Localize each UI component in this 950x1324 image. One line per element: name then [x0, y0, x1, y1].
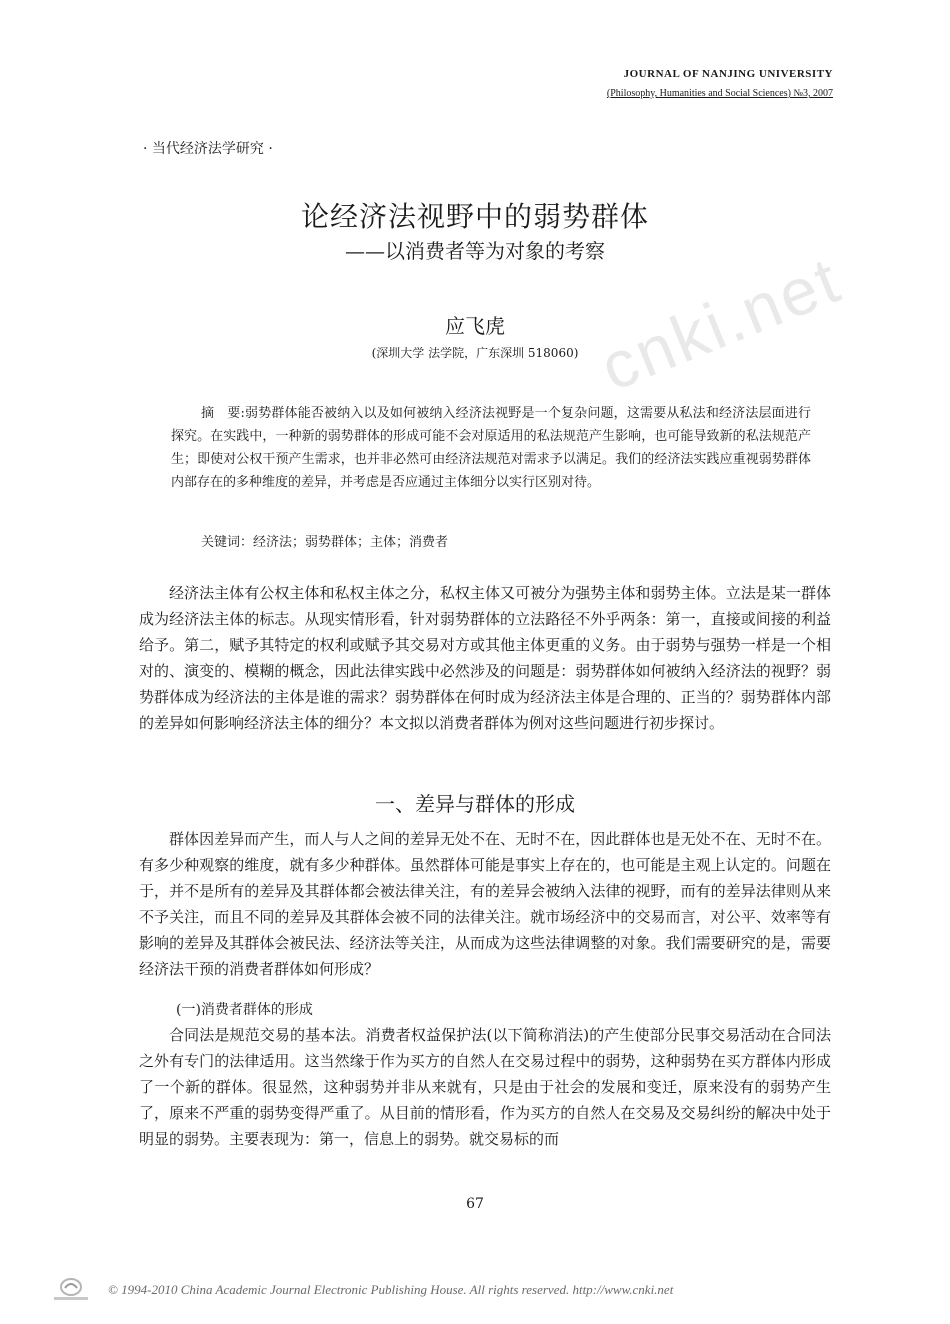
abstract-text: :弱势群体能否被纳入以及如何被纳入经济法视野是一个复杂问题，这需要从私法和经济法层面进行探究。在实践中，一种新的弱势群体的形成可能不会对原适用的私法规范产生影响，也可能导致新的私法规范产生；即使对公权干预产生需求，也并非必然可由经济法规范对需求予以满足。我们的经济法实践应重视弱势群体内部存在的多种维度的差异，并考虑是否应通过主体细分以实行区别对待。	[171, 406, 811, 490]
page-number: 67	[466, 1196, 484, 1212]
author-name: 应飞虎	[445, 314, 505, 338]
keywords: 关键词：经济法；弱势群体；主体；消费者	[201, 535, 449, 550]
journal-issue: (Philosophy, Humanities and Social Sciences) №3, 2007	[606, 88, 833, 99]
journal-header	[607, 68, 833, 99]
subsection-heading: (一)消费者群体的形成	[176, 1002, 313, 1018]
abstract	[171, 402, 811, 494]
copyright-footer: © 1994-2010 China Academic Journal Electronic Publishing House. All rights reserved. http://www.cnki.net	[108, 1282, 674, 1297]
article-title: 论经济法视野中的弱势群体	[300, 200, 649, 233]
cnki-logo-icon	[48, 1274, 94, 1302]
author-affiliation: (深圳大学 法学院，广东深圳 518060)	[371, 346, 579, 360]
body-paragraph: 合同法是规范交易的基本法。消费者权益保护法(以下简称消法)的产生使部分民事交易活动在合同法之外有专门的法律适用。这当然缘于作为买方的自然人在交易过程中的弱势，这种弱势在买方群体内形成了一个新的群体。很显然，这种弱势并非从来就有，只是由于社会的发展和变迁，原来没有的弱势产生了，原来不严重的弱势变得严重了。从目前的情形看，作为买方的自然人在交易及交易纠纷的解决中处于明显的弱势。主要表现为：第一，信息上的弱势。就交易标的而	[139, 1026, 831, 1148]
article-subtitle: ——以消费者等为对象的考察	[345, 239, 605, 263]
section-label: · 当代经济法学研究 ·	[143, 141, 273, 157]
section-heading: 一、差异与群体的形成	[375, 792, 575, 816]
abstract-label: 摘 要	[201, 406, 241, 421]
body-paragraph: 经济法主体有公权主体和私权主体之分，私权主体又可被分为强势主体和弱势主体。立法是某一群体成为经济法主体的标志。从现实情形看，针对弱势群体的立法路径不外乎两条：第一，直接或间接的利益给予。第二，赋予其特定的权利或赋予其交易对方或其他主体更重的义务。由于弱势与强势一样是一个相对的、演变的、模糊的概念，因此法律实践中必然涉及的问题是：弱势群体如何被纳入经济法的视野？弱势群体成为经济法的主体是谁的需求？弱势群体在何时成为经济法主体是合理的、正当的？弱势群体内部的差异如何影响经济法主体的细分？本文拟以消费者群体为例对这些问题进行初步探讨。	[139, 584, 831, 732]
cnki-watermark: cnki.net	[590, 241, 852, 405]
body-paragraph: 群体因差异而产生，而人与人之间的差异无处不在、无时不在，因此群体也是无处不在、无时不在。有多少种观察的维度，就有多少种群体。虽然群体可能是事实上存在的，也可能是主观上认定的。问题在于，并不是所有的差异及其群体都会被法律关注，有的差异会被纳入法律的视野，而有的差异法律则从来不予关注，而且不同的差异及其群体会被不同的法律关注。就市场经济中的交易而言，对公平、效率等有影响的差异及其群体会被民法、经济法等关注，从而成为这些法律调整的对象。我们需要研究的是，需要经济法干预的消费者群体如何形成？	[139, 830, 831, 978]
journal-name: JOURNAL OF NANJING UNIVERSITY	[623, 68, 833, 80]
